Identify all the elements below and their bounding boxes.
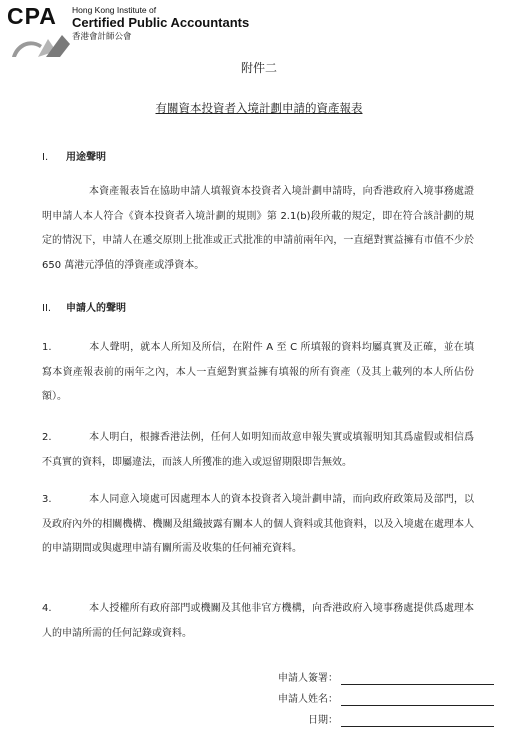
section-1-paragraph: 本資產報表旨在協助申請人填報資本投資者入境計劃申請時，向香港政府入境事務處證明申請人本人符合《資本投資者入境計劃的規則》第 2.1(b)段所載的規定，即在符合該計劃的規定的情況下，申請人在遞交原則上批准或正式批准的申請前兩年內，一直絕對實益擁有市值不少於 650 萬港元淨值的淨資產或淨資本。: [42, 186, 474, 271]
institute-line-3: 香港會計師公會: [72, 31, 132, 41]
name-label: 申請人姓名：: [278, 694, 338, 705]
date-row: [230, 711, 500, 731]
name-line[interactable]: [341, 705, 494, 706]
declaration-item-number: 4.: [42, 603, 52, 614]
declaration-item-number: 2.: [42, 432, 52, 443]
declaration-item-text: 本人聲明，就本人所知及所信，在附件 A 至 C 所填報的資料均屬真實及正確，並在填寫本資產報表前的兩年之內，本人一直絕對實益擁有填報的所有資產（及其上載列的本人所佔份額）。: [42, 342, 474, 402]
declaration-item: [42, 336, 474, 410]
institute-line-1: Hong Kong Institute of: [72, 5, 157, 15]
declaration-item: [42, 488, 474, 562]
institute-name: [72, 5, 249, 42]
section-1-heading: [42, 148, 106, 163]
institute-line-2: Certified Public Accountants: [72, 15, 250, 30]
section-1-title: 用途聲明: [66, 152, 106, 163]
annex-label: 附件二: [240, 61, 277, 75]
cpa-logo-mark-icon: [12, 35, 72, 57]
date-line[interactable]: [341, 726, 494, 727]
signature-label: 申請人簽署：: [278, 673, 338, 684]
signature-line[interactable]: [341, 684, 494, 685]
declaration-item-text: 本人同意入境處可因處理本人的資本投資者入境計劃申請，而向政府政策局及部門，以及政府內外的相關機構、機關及組織披露有關本人的個人資料或其他資料，以及入境處在處理本人的申請期間或與處理申請有關所需及收集的任何補充資料。: [42, 494, 474, 554]
section-2-number: II.: [42, 303, 52, 314]
date-label: 日期：: [308, 715, 338, 726]
section-2-title: 申請人的聲明: [66, 303, 126, 314]
section-2-heading: [42, 299, 126, 314]
logo-text: CPA: [7, 3, 57, 29]
declaration-item: [42, 597, 474, 646]
declaration-item-number: 3.: [42, 494, 52, 505]
declaration-item: [42, 426, 474, 475]
signature-row: [230, 669, 500, 689]
declaration-item-text: 本人授權所有政府部門或機關及其他非官方機構，向香港政府入境事務處提供爲處理本人的申請所需的任何記錄或資料。: [42, 603, 474, 639]
declaration-item-number: 1.: [42, 342, 52, 353]
section-1-number: I.: [42, 152, 49, 163]
name-row: [230, 690, 500, 710]
document-title: 有關資本投資者入境計劃申請的資產報表: [155, 101, 363, 115]
declaration-item-text: 本人明白，根據香港法例，任何人如明知而故意申報失實或填報明知其爲虛假或相信爲不真實的資料，即屬違法，而該人所獲准的進入或逗留期限即告無效。: [42, 432, 474, 468]
